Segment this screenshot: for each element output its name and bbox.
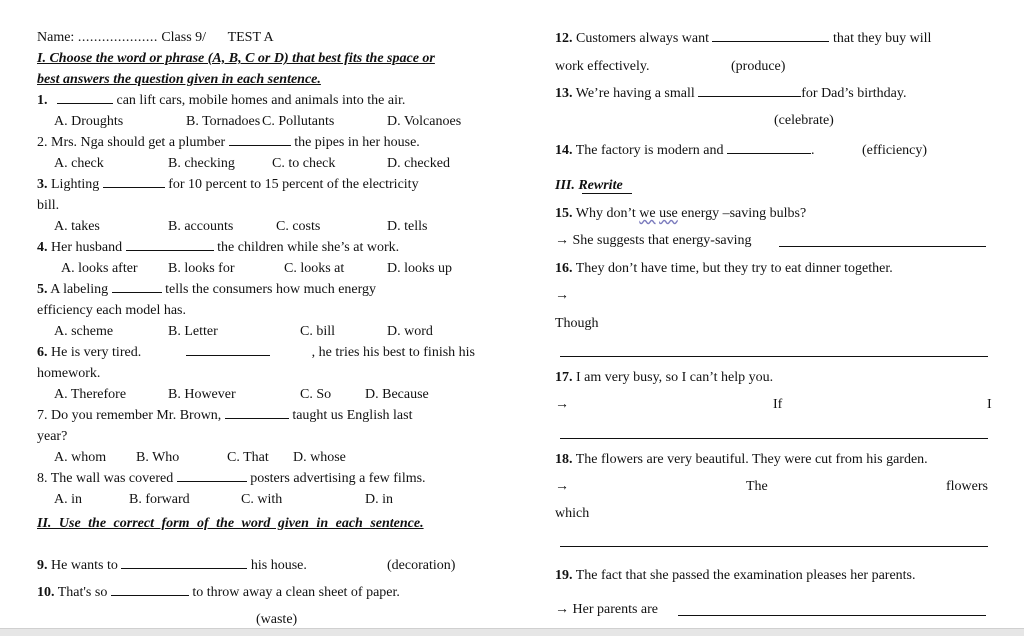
q15-text xyxy=(555,205,806,222)
q10-pre: That's so xyxy=(57,585,108,600)
q16-number: 16. xyxy=(555,261,573,276)
q15-use: use xyxy=(659,206,678,221)
q8-blank xyxy=(177,470,247,482)
q3-number: 3. xyxy=(37,177,48,192)
q7-text xyxy=(37,407,412,424)
q1-option-a: A. Droughts xyxy=(54,114,124,129)
q8-option-d: D. in xyxy=(365,492,393,507)
q17-number: 17. xyxy=(555,370,573,385)
q13-post: for Dad’s birthday. xyxy=(801,86,907,101)
q15-we: we xyxy=(639,206,656,221)
q16-arrow: → xyxy=(555,288,569,303)
q9-pre: He wants to xyxy=(51,558,118,573)
q9-text xyxy=(37,557,307,574)
q1-option-d: D. Volcanoes xyxy=(387,114,462,129)
q18-number: 18. xyxy=(555,452,573,467)
q3-option-c: C. costs xyxy=(276,219,321,234)
q10-blank xyxy=(111,584,189,596)
q17-word1: If xyxy=(773,397,783,412)
q7-blank xyxy=(225,407,289,419)
test-label: TEST A xyxy=(227,30,274,45)
q13-pre: We’re having a small xyxy=(575,86,695,101)
q5-continuation: efficiency each model has. xyxy=(37,303,187,318)
q5-option-d: D. word xyxy=(387,324,433,339)
name-dots: .................... xyxy=(77,30,158,45)
q2-option-c: C. to check xyxy=(272,156,336,171)
q9-post: his house. xyxy=(250,558,307,573)
q5-blank xyxy=(112,281,162,293)
section3-title: III. Rewrite xyxy=(555,178,623,193)
q8-text xyxy=(37,470,426,487)
q4-number: 4. xyxy=(37,240,48,255)
q18-word3: which xyxy=(555,506,590,521)
q6-number: 6. xyxy=(37,345,48,360)
q5-option-c: C. bill xyxy=(300,324,336,339)
q9-number: 9. xyxy=(37,558,48,573)
q18-stem: The flowers are very beautiful. They were cut from his garden. xyxy=(575,452,928,467)
q8-option-b: B. forward xyxy=(129,492,190,507)
q1-number: 1. xyxy=(37,93,48,108)
q7-continuation: year? xyxy=(37,429,68,444)
q16-text xyxy=(555,260,893,277)
q3-option-b: B. accounts xyxy=(168,219,234,234)
q16-stem: They don’t have time, but they try to eat dinner together. xyxy=(575,261,893,276)
header-line xyxy=(37,29,274,46)
q8-option-c: C. with xyxy=(241,492,283,507)
q8-post: posters advertising a few films. xyxy=(250,471,426,486)
q2-pre: Mrs. Nga should get a plumber xyxy=(51,135,226,150)
q19-answer-start: Her parents are xyxy=(572,602,659,617)
q6-continuation: homework. xyxy=(37,366,101,381)
q14-text xyxy=(555,142,814,159)
q2-option-b: B. checking xyxy=(168,156,235,171)
q14-post: . xyxy=(810,143,815,158)
q5-pre: A labeling xyxy=(50,282,109,297)
q14-hint: (efficiency) xyxy=(862,143,928,158)
q5-option-b: B. Letter xyxy=(168,324,218,339)
q6-option-d: D. Because xyxy=(365,387,429,402)
q4-pre: Her husband xyxy=(51,240,123,255)
q18-answer-line xyxy=(560,546,988,547)
q4-option-b: B. looks for xyxy=(168,261,235,276)
q7-option-a: A. whom xyxy=(54,450,107,465)
q12-post: that they buy will xyxy=(832,31,932,46)
q13-text xyxy=(555,85,906,102)
q3-option-a: A. takes xyxy=(54,219,100,234)
name-label: Name: xyxy=(37,30,75,45)
q19-text xyxy=(555,567,916,584)
q2-text xyxy=(37,134,420,151)
q1-stem: can lift cars, mobile homes and animals into the air. xyxy=(116,93,406,108)
q15-answer xyxy=(555,232,752,249)
q19-arrow: → xyxy=(555,602,569,617)
q2-blank xyxy=(229,134,291,146)
q3-text xyxy=(37,176,419,193)
q16-answer-start: Though xyxy=(555,316,599,331)
q19-number: 19. xyxy=(555,568,573,583)
q7-option-c: C. That xyxy=(227,450,269,465)
q17-stem: I am very busy, so I can’t help you. xyxy=(576,370,774,385)
q4-option-a: A. looks after xyxy=(61,261,138,276)
q17-answer-line xyxy=(560,438,988,439)
q15-post: energy –saving bulbs? xyxy=(681,206,807,221)
q6-pre: He is very tired. xyxy=(51,345,142,360)
q1-option-c: C. Pollutants xyxy=(262,114,335,129)
q4-text xyxy=(37,239,399,256)
q10-post: to throw away a clean sheet of paper. xyxy=(192,585,400,600)
q2-option-d: D. checked xyxy=(387,156,450,171)
q13-blank xyxy=(698,85,801,97)
q19-answer-line xyxy=(678,615,986,616)
q16-answer-line xyxy=(560,356,988,357)
q6-option-c: C. So xyxy=(300,387,332,402)
q3-pre: Lighting xyxy=(51,177,100,192)
q10-text xyxy=(37,584,400,601)
q2-post: the pipes in her house. xyxy=(294,135,420,150)
q12-blank xyxy=(712,30,829,42)
section3-underline xyxy=(582,193,632,194)
q18-word2: flowers xyxy=(946,479,988,494)
section2-title: II. Use the correct form of the word given in each sentence. xyxy=(37,516,424,531)
q18-arrow: → xyxy=(555,479,569,494)
q5-text xyxy=(37,281,376,298)
q8-option-a: A. in xyxy=(54,492,82,507)
q1-blank xyxy=(57,92,113,104)
q15-arrow: → xyxy=(555,233,569,248)
q10-hint: (waste) xyxy=(256,612,298,627)
q6-blank xyxy=(186,344,270,356)
q9-hint: (decoration) xyxy=(387,558,456,573)
q8-pre: The wall was covered xyxy=(50,471,174,486)
q19-answer xyxy=(555,601,658,618)
q15-pre: Why don’t xyxy=(575,206,636,221)
q18-text xyxy=(555,451,928,468)
q7-post: taught us English last xyxy=(292,408,413,423)
q5-post: tells the consumers how much energy xyxy=(165,282,377,297)
q3-continuation: bill. xyxy=(37,198,60,213)
q17-text xyxy=(555,369,773,386)
q7-pre: Do you remember Mr. Brown, xyxy=(51,408,222,423)
q6-option-b: B. However xyxy=(168,387,236,402)
q12-text xyxy=(555,30,931,47)
q7-option-b: B. Who xyxy=(136,450,180,465)
q18-word1: The xyxy=(746,479,768,494)
q8-number: 8. xyxy=(37,471,48,486)
q19-stem: The fact that she passed the examination pleases her parents. xyxy=(575,568,916,583)
q4-blank xyxy=(126,239,214,251)
q13-hint: (celebrate) xyxy=(774,113,834,128)
q3-post: for 10 percent to 15 percent of the electricity xyxy=(168,177,419,192)
q1-option-b: B. Tornadoes xyxy=(186,114,261,129)
q6-post: , he tries his best to finish his xyxy=(311,345,475,360)
q4-option-d: D. looks up xyxy=(387,261,452,276)
q4-option-c: C. looks at xyxy=(284,261,345,276)
q5-option-a: A. scheme xyxy=(54,324,114,339)
q13-number: 13. xyxy=(555,86,573,101)
q14-blank xyxy=(727,142,811,154)
section1-title-line2: best answers the question given in each sentence. xyxy=(37,72,321,87)
q6-text xyxy=(37,344,475,361)
q10-number: 10. xyxy=(37,585,55,600)
q5-number: 5. xyxy=(37,282,48,297)
q4-post: the children while she’s at work. xyxy=(217,240,400,255)
q3-blank xyxy=(103,176,165,188)
q1-text xyxy=(37,92,405,109)
q15-number: 15. xyxy=(555,206,573,221)
q6-option-a: A. Therefore xyxy=(54,387,127,402)
class-label: Class 9/ xyxy=(161,30,207,45)
q12-pre: Customers always want xyxy=(576,31,709,46)
q3-option-d: D. tells xyxy=(387,219,428,234)
q12-number: 12. xyxy=(555,31,573,46)
q2-number: 2. xyxy=(37,135,48,150)
q7-option-d: D. whose xyxy=(293,450,346,465)
section1-title-line1: I. Choose the word or phrase (A, B, C or D) that best fits the space or xyxy=(37,51,435,66)
q15-answer-start: She suggests that energy-saving xyxy=(572,233,752,248)
q2-option-a: A. check xyxy=(54,156,104,171)
q17-word2: I xyxy=(987,397,992,412)
q9-blank xyxy=(121,557,247,569)
q7-number: 7. xyxy=(37,408,48,423)
q12-continuation: work effectively. xyxy=(555,59,650,74)
q17-arrow: → xyxy=(555,397,569,412)
q14-pre: The factory is modern and xyxy=(575,143,724,158)
q12-hint: (produce) xyxy=(731,59,786,74)
q15-answer-line xyxy=(779,246,986,247)
q14-number: 14. xyxy=(555,143,573,158)
